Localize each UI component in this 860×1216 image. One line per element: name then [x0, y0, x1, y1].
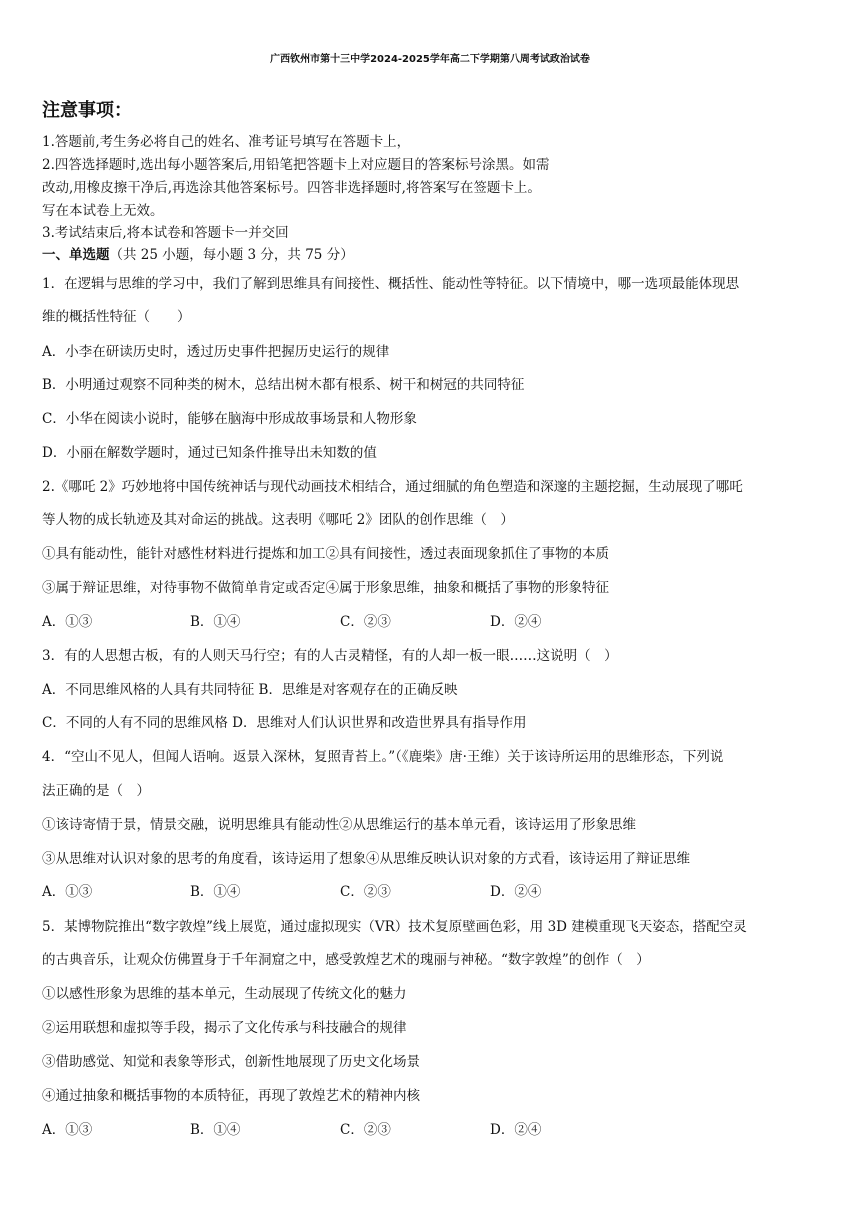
q2-options-row — [42, 613, 822, 631]
q5-statement-2: ②运用联想和虚拟等手段，揭示了文化传承与科技融合的规律 — [42, 1020, 407, 1036]
q5-option-b: B．①④ — [190, 1122, 241, 1138]
section-heading — [42, 246, 354, 264]
q5-option-a: A．①③ — [42, 1122, 93, 1138]
q3-options-ab: A．不同思维风格的人具有共同特征 B．思维是对客观存在的正确反映 — [42, 682, 458, 698]
q4-stem-line-1: 4．“空山不见人，但闻人语响。返景入深林，复照青苔上。”（《鹿柴》唐·王维）关于该诗所运用的思维形态，下列说 — [42, 749, 724, 765]
q2-option-c: C．②③ — [340, 614, 391, 630]
q4-option-b: B．①④ — [190, 884, 241, 900]
q2-statements-line-1: ①具有能动性，能针对感性材料进行提炼和加工②具有间接性，透过表面现象抓住了事物的本质 — [42, 546, 609, 562]
q2-statements-line-2: ③属于辩证思维，对待事物不做简单肯定或否定④属于形象思维，抽象和概括了事物的形象特征 — [42, 580, 609, 596]
q3-stem: 3．有的人思想古板，有的人则天马行空；有的人古灵精怪，有的人却一板一眼……这说明（ ） — [42, 648, 618, 664]
q5-stem-line-2: 的古典音乐，让观众仿佛置身于千年洞窟之中，感受敦煌艺术的瑰丽与神秘。“数字敦煌”的创作（ ） — [42, 952, 650, 968]
q1-option-b: B．小明通过观察不同种类的树木，总结出树木都有根系、树干和树冠的共同特征 — [42, 377, 525, 393]
q5-stem-line-1: 5．某博物院推出“数字敦煌”线上展览，通过虚拟现实（VR）技术复原壁画色彩，用 3D 建模重现飞天姿态，搭配空灵 — [42, 919, 747, 935]
q1-stem-line-2: 维的概括性特征（ ） — [42, 309, 191, 325]
q5-statement-4: ④通过抽象和概括事物的本质特征，再现了敦煌艺术的精神内核 — [42, 1088, 420, 1104]
q4-stem-line-2: 法正确的是（ ） — [42, 783, 150, 799]
notice-line-5: 3.考试结束后,将本试卷和答题卡一并交回 — [42, 225, 289, 241]
q1-option-d: D．小丽在解数学题时，通过已知条件推导出未知数的值 — [42, 445, 377, 461]
q5-statement-3: ③借助感觉、知觉和表象等形式，创新性地展现了历史文化场景 — [42, 1054, 420, 1070]
section-detail: （共 25 小题，每小题 3 分，共 75 分） — [109, 247, 354, 263]
q2-stem-line-2: 等人物的成长轨迹及其对命运的挑战。这表明《哪吒 2》团队的创作思维（ ） — [42, 512, 514, 528]
exam-title: 广西钦州市第十三中学2024-2025学年高二下学期第八周考试政治试卷 — [270, 54, 590, 65]
q1-option-c: C．小华在阅读小说时，能够在脑海中形成故事场景和人物形象 — [42, 411, 417, 427]
q4-statements-line-1: ①该诗寄情于景，情景交融，说明思维具有能动性②从思维运行的基本单元看，该诗运用了形象思维 — [42, 817, 636, 833]
q3-options-cd: C．不同的人有不同的思维风格 D．思维对人们认识世界和改造世界具有指导作用 — [42, 715, 527, 731]
q4-option-a: A．①③ — [42, 884, 93, 900]
q5-option-d: D．②④ — [490, 1122, 542, 1138]
notice-line-4: 写在本试卷上无效。 — [42, 203, 164, 219]
q4-statements-line-2: ③从思维对认识对象的思考的角度看，该诗运用了想象④从思维反映认识对象的方式看，该诗运用了辩证思维 — [42, 851, 690, 867]
q2-option-a: A．①③ — [42, 614, 93, 630]
q5-option-c: C．②③ — [340, 1122, 391, 1138]
q4-option-d: D．②④ — [490, 884, 542, 900]
q2-option-b: B．①④ — [190, 614, 241, 630]
notice-line-3: 改动,用橡皮擦干净后,再选涂其他答案标号。四答非选择题时,将答案写在签题卡上。 — [42, 180, 541, 196]
q2-option-d: D．②④ — [490, 614, 542, 630]
notice-heading: 注意事项： — [42, 100, 132, 121]
q2-stem-line-1: 2.《哪吒 2》巧妙地将中国传统神话与现代动画技术相结合，通过细腻的角色塑造和深邃的主题挖掘，生动展现了哪吒 — [42, 479, 743, 495]
notice-line-2: 2.四答选择题时,选出每小题答案后,用铅笔把答题卡上对应题目的答案标号涂黑。如需 — [42, 157, 550, 173]
section-label: 一、单选题 — [42, 247, 110, 263]
q4-option-c: C．②③ — [340, 884, 391, 900]
notice-line-1: 1.答题前,考生务必将自己的姓名、准考证号填写在答题卡上， — [42, 134, 411, 150]
q5-statement-1: ①以感性形象为思维的基本单元，生动展现了传统文化的魅力 — [42, 986, 407, 1002]
q5-options-row — [42, 1121, 822, 1139]
q4-options-row — [42, 883, 822, 901]
q1-option-a: A．小李在研读历史时，透过历史事件把握历史运行的规律 — [42, 344, 390, 360]
q1-stem-line-1: 1．在逻辑与思维的学习中，我们了解到思维具有间接性、概括性、能动性等特征。以下情境中，哪一选项最能体现思 — [42, 276, 740, 292]
